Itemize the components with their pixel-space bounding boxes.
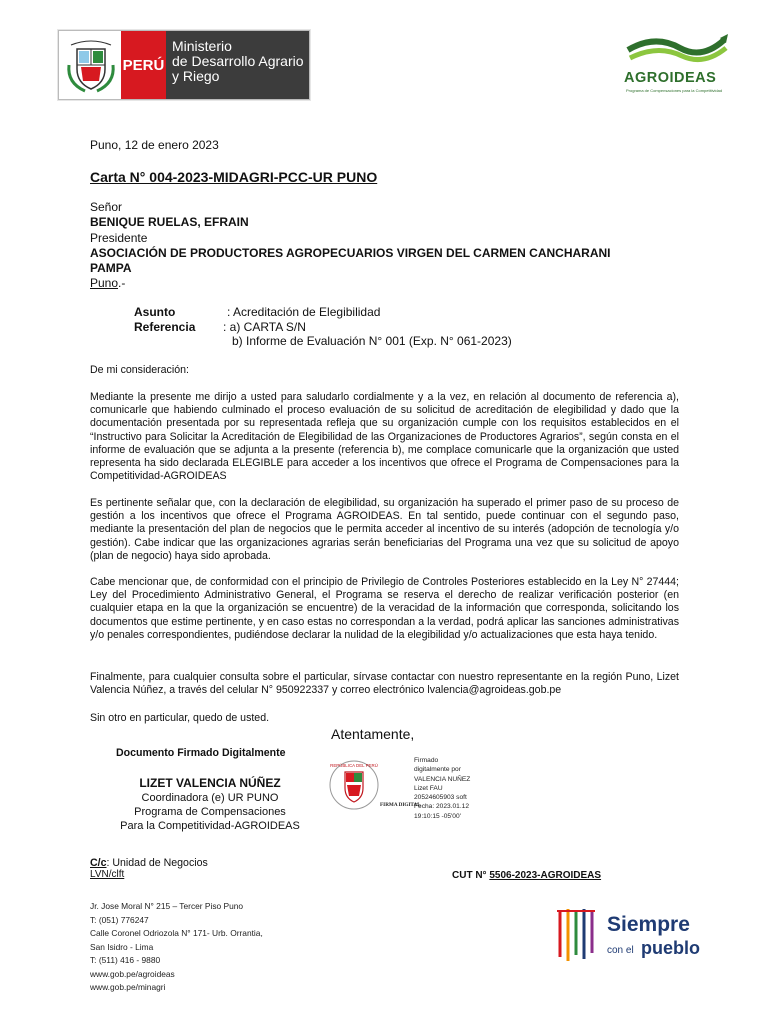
signer-role: Coordinadora (e) UR PUNO [141, 792, 279, 804]
organization-line: ASOCIACIÓN DE PRODUCTORES AGROPECUARIOS VIRGEN DEL CARMEN CANCHARANI [90, 246, 611, 260]
agroideas-waves-icon [620, 30, 738, 70]
cut-prefix: CUT N° [452, 870, 490, 881]
agroideas-tagline: Programa de Compensaciones para la Competitividad [626, 88, 723, 93]
place-date: Puno, 12 de enero 2023 [90, 138, 219, 152]
footer-line: San Isidro - Lima [90, 941, 154, 952]
greeting: De mi consideración: [90, 364, 189, 376]
initials: LVN/clft [90, 869, 125, 880]
ministry-name [166, 31, 309, 99]
reference-a: : a) CARTA S/N [223, 320, 306, 334]
signature-block [90, 776, 330, 833]
recipient-city [90, 276, 125, 290]
detail-line: Firmado [414, 757, 439, 764]
letter-title: Carta N° 004-2023-MIDAGRI-PCC-UR PUNO [90, 169, 378, 185]
footer-line: www.gob.pe/minagri [90, 982, 166, 992]
reference-b: b) Informe de Evaluación N° 001 (Exp. N° 061-2023) [232, 334, 512, 348]
closing-line: Sin otro en particular, quedo de usted. [90, 712, 270, 724]
subject-label: Asunto [134, 305, 176, 319]
signer-role: Programa de Compensaciones [134, 806, 286, 818]
detail-line: 20524605903 soft [414, 794, 467, 802]
peru-label: PERÚ [121, 31, 166, 99]
signer-name: LIZET VALENCIA NÚÑEZ [139, 776, 281, 790]
body-paragraph: Es pertinente señalar que, con la declaración de elegibilidad, su organización ha superado el primer paso de su proceso de gestión a los incentivos que ofrece el Programa AGROIDEAS. En tal sentido, puede continuar con el segundo paso, mediante la presentación del plan de negocios que le permita acceder al incentivo de su interés (adopción de tecnología y/o gestión). Cabe indicar que las organizaciones agrarias serán beneficiarias del Programa una vez que su solicitud de apoyo (plan de negocio) haya sido aprobada. [90, 497, 679, 562]
digital-signature-details [414, 756, 470, 821]
agroideas-name: AGROIDEAS [624, 70, 717, 86]
slogan-small: con el [607, 945, 634, 956]
footer-line: Calle Coronel Odriozola N° 171- Urb. Orrantia, [90, 928, 263, 938]
detail-line: Fecha: 2023.01.12 [414, 803, 469, 811]
footer-line: T: (051) 776247 [90, 914, 149, 925]
reference-label: Referencia [134, 320, 196, 334]
recipient-name: BENIQUE RUELAS, EFRAIN [90, 215, 249, 229]
seal-ring-text: REPÚBLICA DEL PERÚ [330, 763, 378, 768]
cut-number [452, 870, 601, 881]
regards: Atentamente, [331, 726, 415, 742]
siempre-con-el-pueblo-logo [555, 905, 715, 965]
city-name: Puno [90, 276, 119, 290]
organization-line: PAMPA [90, 261, 132, 275]
slogan-bottom: pueblo [641, 938, 700, 958]
agroideas-logo [620, 30, 738, 100]
cc-label: C/c [90, 857, 107, 869]
cc-line [90, 857, 208, 869]
footer-line: www.gob.pe/agroideas [90, 968, 175, 979]
seal-text: FIRMA DIGITAL [380, 802, 421, 808]
city-suffix: .- [118, 276, 126, 290]
detail-line: 19:10:15 -05'00' [414, 812, 461, 820]
recipient-role: Presidente [90, 231, 148, 245]
signer-role: Para la Competitividad-AGROIDEAS [120, 820, 300, 832]
peru-ministry-logo [58, 30, 310, 100]
detail-line: Lizet FAU [414, 784, 443, 792]
body-paragraph: Cabe mencionar que, de conformidad con el principio de Privilegio de Controles Posteriores establecido en la Ley N° 27444; Ley del Procedimiento Administrativo General, el Programa se reserva el derecho de realizar verificación posterior (en cualquier etapa en la que la organización se encuentre) de la veracidad de la información que corresponda, solicitando los documentos que estime pertinente, y en caso estas no correspondan a la verdad, podrá aplicar las sanciones administrativas y/o penales correspondientes, pudiéndose declarar la nulidad de la elegibilidad y/o actualizaciones que esta haya tenido. [90, 576, 679, 641]
detail-line: VALENCIA NUÑEZ [414, 775, 471, 783]
cut-value: 5506-2023-AGROIDEAS [489, 870, 602, 881]
digital-signature-seal-icon [328, 752, 421, 818]
slogan-top: Siempre [607, 913, 690, 936]
cc-value: : Unidad de Negocios [106, 857, 208, 869]
footer-contact [90, 900, 263, 995]
salutation-title: Señor [90, 200, 123, 214]
ministry-line: Ministerio [172, 38, 232, 54]
ministry-line: de Desarrollo Agrario [172, 53, 304, 69]
subject-value: : Acreditación de Elegibilidad [227, 305, 381, 319]
pueblo-figures-icon [555, 905, 605, 965]
body-paragraph: Mediante la presente me dirijo a usted para saludarlo cordialmente y a la vez, en relación al documento de referencia a), comunicarle que habiendo culminado el proceso evaluación de su solicitud de acreditación de elegibilidad y dado que la documentación presentada por su representada refleja que su organización cumple con los requisitos establecidos en el “Instructivo para Solicitar la Acreditación de Elegibilidad de las Organizaciones de Productores Agrarios”, según consta en el informe de evaluación que se adjunta a la presente (referencia b), me complace comunicarle que la organización que usted representa ha sido declarada ELEGIBLE para acceder a los incentivos que ofrece el Programa de Compensaciones para la Competitividad-AGROIDEAS [90, 391, 679, 483]
footer-line: Jr. Jose Moral N° 215 – Tercer Piso Puno [90, 901, 244, 911]
detail-line: digitalmente por [414, 766, 461, 774]
body-paragraph: Finalmente, para cualquier consulta sobre el particular, sírvase contactar con nuestro representante en la región Puno, Lizet Valencia Núñez, a través del celular N° 950922337 y correo electrónico lvalencia@agroideas.gob.pe [90, 671, 679, 697]
footer-line: T: (511) 416 - 9880 [90, 955, 161, 965]
digital-signature-note: Documento Firmado Digitalmente [116, 747, 286, 759]
ministry-line: y Riego [172, 68, 220, 84]
peru-coat-of-arms-icon [65, 35, 117, 95]
